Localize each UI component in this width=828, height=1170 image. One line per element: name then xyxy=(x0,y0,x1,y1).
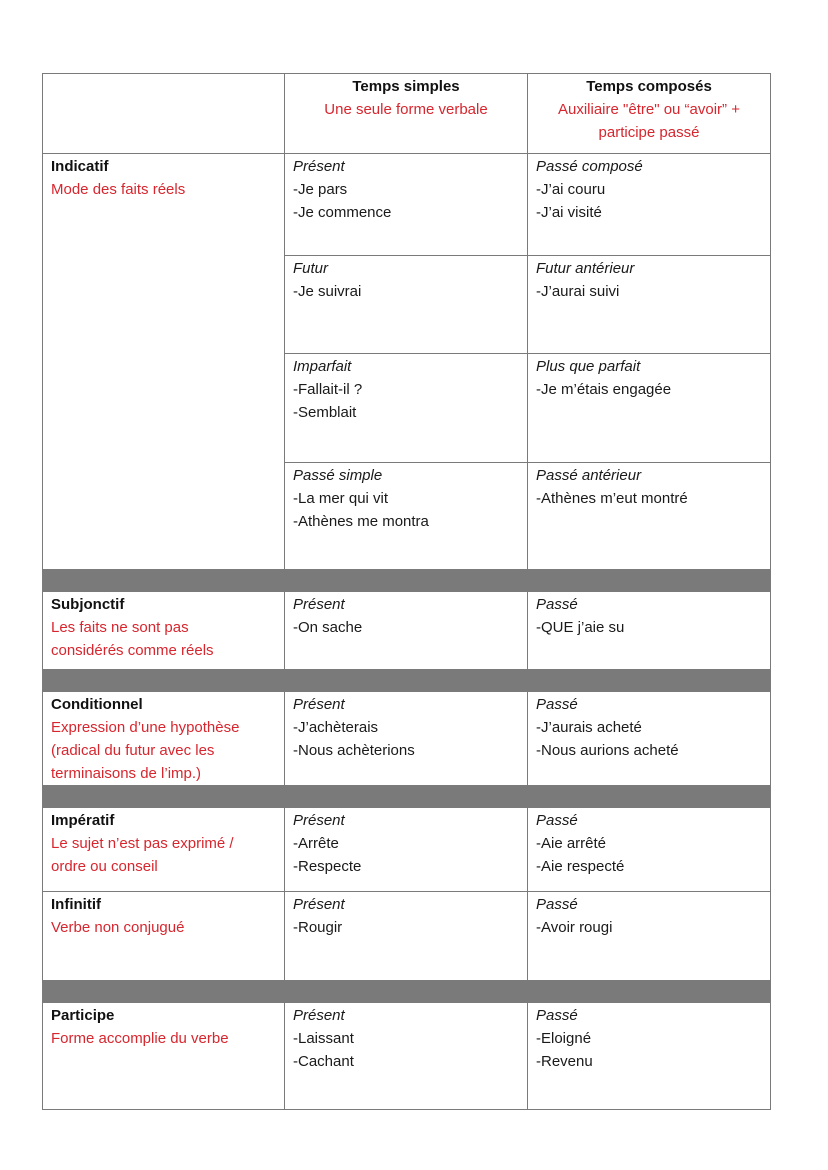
subjonctif-present-cell xyxy=(285,592,528,670)
tense-label: Présent xyxy=(293,158,345,175)
tense-label: Futur xyxy=(293,260,329,277)
infinitif-row xyxy=(43,892,771,981)
example: -Aie arrêté xyxy=(536,835,607,852)
tense-label: Passé simple xyxy=(293,467,383,484)
example: -Nous achèterions xyxy=(293,742,415,759)
header-simple-cell xyxy=(285,74,528,154)
indicatif-row-1 xyxy=(43,154,771,256)
example: -Semblait xyxy=(293,404,357,421)
tense-label: Imparfait xyxy=(293,358,352,375)
example: -J’ai couru xyxy=(536,181,606,198)
simple-tenses-subtitle: Une seule forme verbale xyxy=(324,101,488,118)
example: -Laissant xyxy=(293,1030,354,1047)
example: -QUE j’aie su xyxy=(536,619,625,636)
example: -J’aurai suivi xyxy=(536,283,620,300)
subjonctif-desc: Les faits ne sont pas xyxy=(51,619,189,636)
conditionnel-passe-cell xyxy=(528,692,771,786)
example: -Avoir rougi xyxy=(536,919,613,936)
tense-label: Passé antérieur xyxy=(536,467,642,484)
indicatif-plus-que-parfait-cell xyxy=(528,354,771,463)
separator-row xyxy=(43,981,771,1003)
participe-desc: Forme accomplie du verbe xyxy=(51,1030,229,1047)
tense-label: Présent xyxy=(293,1007,345,1024)
tense-label: Passé xyxy=(536,596,578,613)
conditionnel-desc: terminaisons de l’imp.) xyxy=(51,765,202,782)
tense-label: Futur antérieur xyxy=(536,260,635,277)
imperatif-present-cell xyxy=(285,808,528,892)
indicatif-imparfait-cell xyxy=(285,354,528,463)
example: -Cachant xyxy=(293,1053,354,1070)
example: -Aie respecté xyxy=(536,858,625,875)
tense-label: Présent xyxy=(293,812,345,829)
separator xyxy=(43,570,771,592)
separator xyxy=(43,786,771,808)
indicatif-futur-cell xyxy=(285,256,528,354)
header-empty-cell xyxy=(43,74,285,154)
subjonctif-mode: Subjonctif xyxy=(51,596,125,613)
example: -J’achèterais xyxy=(293,719,379,736)
participe-mode-cell xyxy=(43,1003,285,1110)
conjugation-table xyxy=(42,73,771,1110)
conditionnel-desc: (radical du futur avec les xyxy=(51,742,215,759)
subjonctif-row xyxy=(43,592,771,670)
example: -Athènes m’eut montré xyxy=(536,490,688,507)
conditionnel-row xyxy=(43,692,771,786)
compound-tenses-subtitle: Auxiliaire "être" ou “avoir” + participe passé xyxy=(558,101,740,141)
conditionnel-desc: Expression d’une hypothèse xyxy=(51,719,240,736)
subjonctif-passe-cell xyxy=(528,592,771,670)
participe-mode: Participe xyxy=(51,1007,115,1024)
infinitif-desc: Verbe non conjugué xyxy=(51,919,185,936)
example: -Je m’étais engagée xyxy=(536,381,672,398)
conditionnel-mode: Conditionnel xyxy=(51,696,143,713)
example: -La mer qui vit xyxy=(293,490,389,507)
example: -On sache xyxy=(293,619,363,636)
indicatif-present-cell xyxy=(285,154,528,256)
participe-present-cell xyxy=(285,1003,528,1110)
indicatif-futur-anterieur-cell xyxy=(528,256,771,354)
example: -Je commence xyxy=(293,204,392,221)
indicatif-passe-simple-cell xyxy=(285,463,528,570)
example: -Rougir xyxy=(293,919,343,936)
infinitif-mode: Infinitif xyxy=(51,896,101,913)
participe-passe-cell xyxy=(528,1003,771,1110)
indicatif-mode-cell xyxy=(43,154,285,570)
infinitif-mode-cell xyxy=(43,892,285,981)
simple-tenses-title: Temps simples xyxy=(352,78,460,95)
indicatif-passe-anterieur-cell xyxy=(528,463,771,570)
indicatif-mode: Indicatif xyxy=(51,158,109,175)
example: -Athènes me montra xyxy=(293,513,429,530)
example: -Je suivrai xyxy=(293,283,362,300)
example: -Respecte xyxy=(293,858,362,875)
tense-label: Plus que parfait xyxy=(536,358,641,375)
separator xyxy=(43,981,771,1003)
example: -Arrête xyxy=(293,835,339,852)
tense-label: Passé xyxy=(536,696,578,713)
indicatif-desc: Mode des faits réels xyxy=(51,181,186,198)
example: -Fallait-il ? xyxy=(293,381,363,398)
tense-label: Présent xyxy=(293,896,345,913)
infinitif-passe-cell xyxy=(528,892,771,981)
example: -Je pars xyxy=(293,181,348,198)
imperatif-mode: Impératif xyxy=(51,812,115,829)
header-row xyxy=(43,74,771,154)
tense-label: Passé xyxy=(536,1007,578,1024)
example: -Eloigné xyxy=(536,1030,592,1047)
separator xyxy=(43,670,771,692)
header-compound-cell xyxy=(528,74,771,154)
tense-label: Passé composé xyxy=(536,158,643,175)
infinitif-present-cell xyxy=(285,892,528,981)
imperatif-desc: Le sujet n’est pas exprimé / xyxy=(51,835,234,852)
subjonctif-desc: considérés comme réels xyxy=(51,642,214,659)
example: -J’aurais acheté xyxy=(536,719,642,736)
participe-row xyxy=(43,1003,771,1110)
tense-label: Présent xyxy=(293,596,345,613)
example: -J’ai visité xyxy=(536,204,602,221)
tense-label: Passé xyxy=(536,896,578,913)
indicatif-passe-compose-cell xyxy=(528,154,771,256)
example: -Revenu xyxy=(536,1053,593,1070)
conditionnel-mode-cell xyxy=(43,692,285,786)
imperatif-mode-cell xyxy=(43,808,285,892)
imperatif-passe-cell xyxy=(528,808,771,892)
separator-row xyxy=(43,570,771,592)
compound-tenses-title: Temps composés xyxy=(586,78,712,95)
conditionnel-present-cell xyxy=(285,692,528,786)
separator-row xyxy=(43,786,771,808)
subjonctif-mode-cell xyxy=(43,592,285,670)
example: -Nous aurions acheté xyxy=(536,742,679,759)
tense-label: Passé xyxy=(536,812,578,829)
imperatif-desc: ordre ou conseil xyxy=(51,858,158,875)
tense-label: Présent xyxy=(293,696,345,713)
separator-row xyxy=(43,670,771,692)
imperatif-row xyxy=(43,808,771,892)
